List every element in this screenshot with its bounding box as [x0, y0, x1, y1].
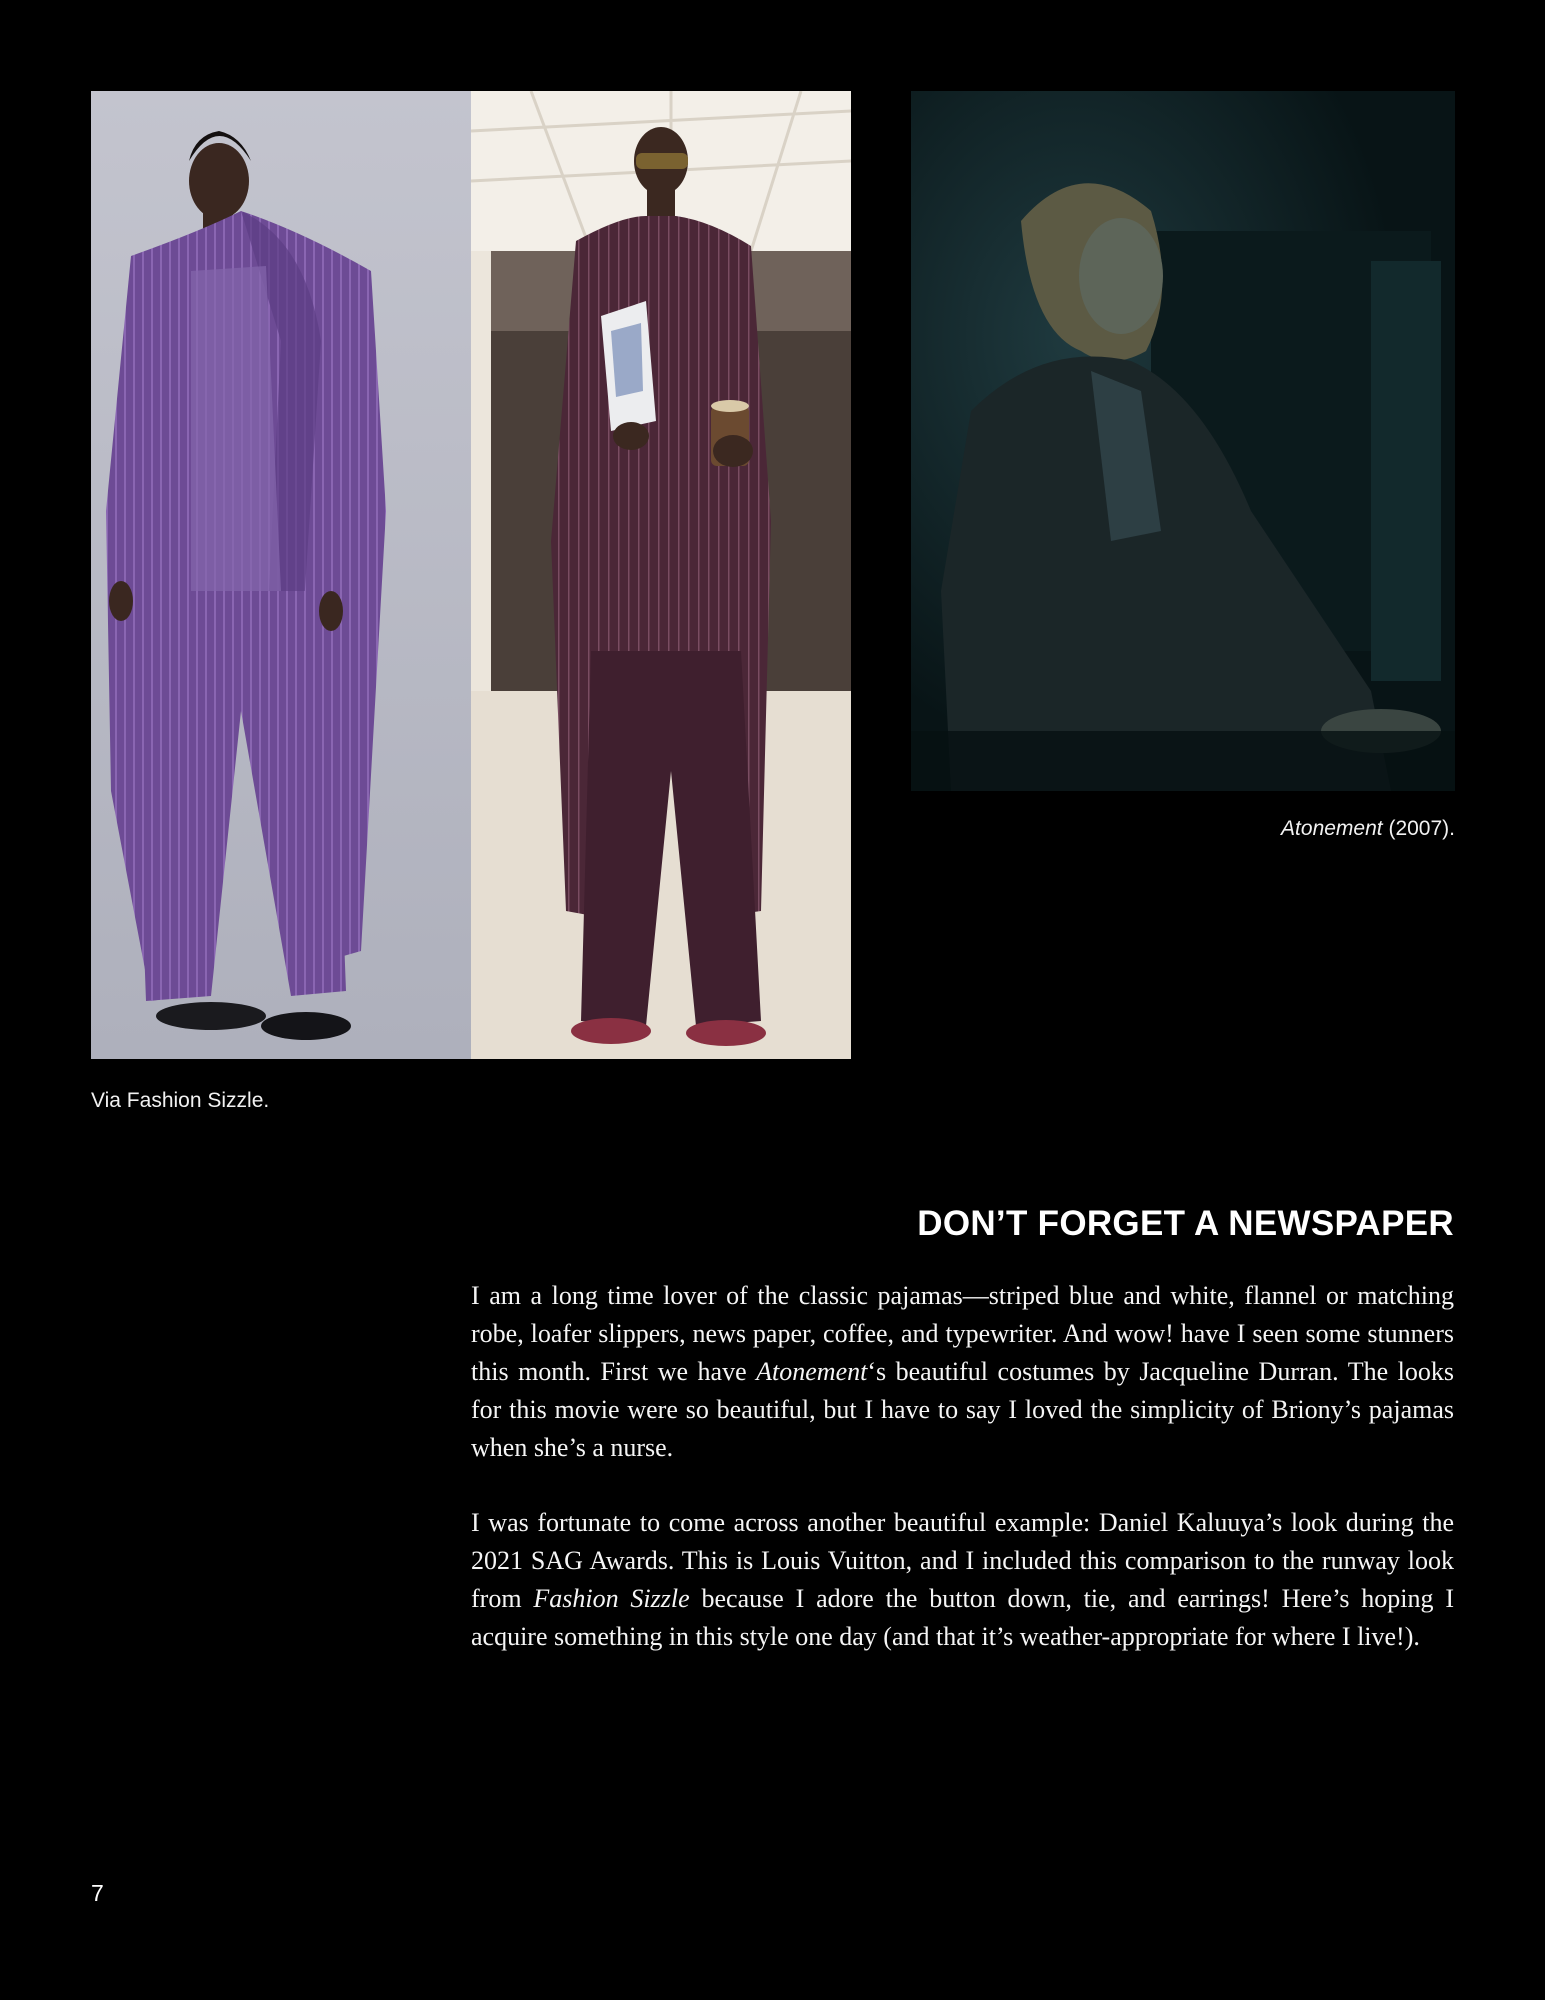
- photo-atonement-still: [911, 91, 1455, 791]
- photo-daniel-kaluuya-purple-pajamas: [91, 91, 471, 1059]
- body-paragraph-2: [471, 1504, 1454, 1656]
- paragraph-2-text-start: I was fortunate to come across another beautiful example: Daniel Kaluuya’s look during the 2021 SAG Awards. This is Louis Vuitton, and I included this comparison to the runway look from: [471, 1508, 1454, 1613]
- caption-atonement-year: (2007).: [1382, 817, 1455, 840]
- caption-atonement: [1281, 815, 1455, 843]
- page-number: 7: [91, 1880, 104, 1906]
- paragraph-2-text-end: because I adore the button down, tie, and earrings! Here’s hoping I acquire something in this style one day (and that it’s weather-appropriate for where I live!).: [471, 1584, 1454, 1651]
- caption-atonement-title: Atonement: [1281, 817, 1383, 840]
- paragraph-1-text-start: I am a long time lover of the classic pajamas—striped blue and white, flannel or matching robe, loafer slippers, news paper, coffee, and typewriter. And wow! have I seen some stunners this month. First we have: [471, 1281, 1454, 1386]
- paragraph-1-text-end: ‘s beautiful costumes by Jacqueline Durran. The looks for this movie were so beautiful, but I have to say I loved the simplicity of Briony’s pajamas when she’s a nurse.: [471, 1357, 1454, 1462]
- section-heading: DON’T FORGET A NEWSPAPER: [917, 1204, 1454, 1243]
- caption-fashion-sizzle: Via Fashion Sizzle.: [91, 1089, 270, 1112]
- paragraph-1-italic-title: Atonement: [756, 1357, 868, 1386]
- body-paragraph-1: [471, 1277, 1454, 1467]
- paragraph-2-italic-title: Fashion Sizzle: [533, 1584, 690, 1613]
- photo-runway-louis-vuitton-look: [471, 91, 851, 1059]
